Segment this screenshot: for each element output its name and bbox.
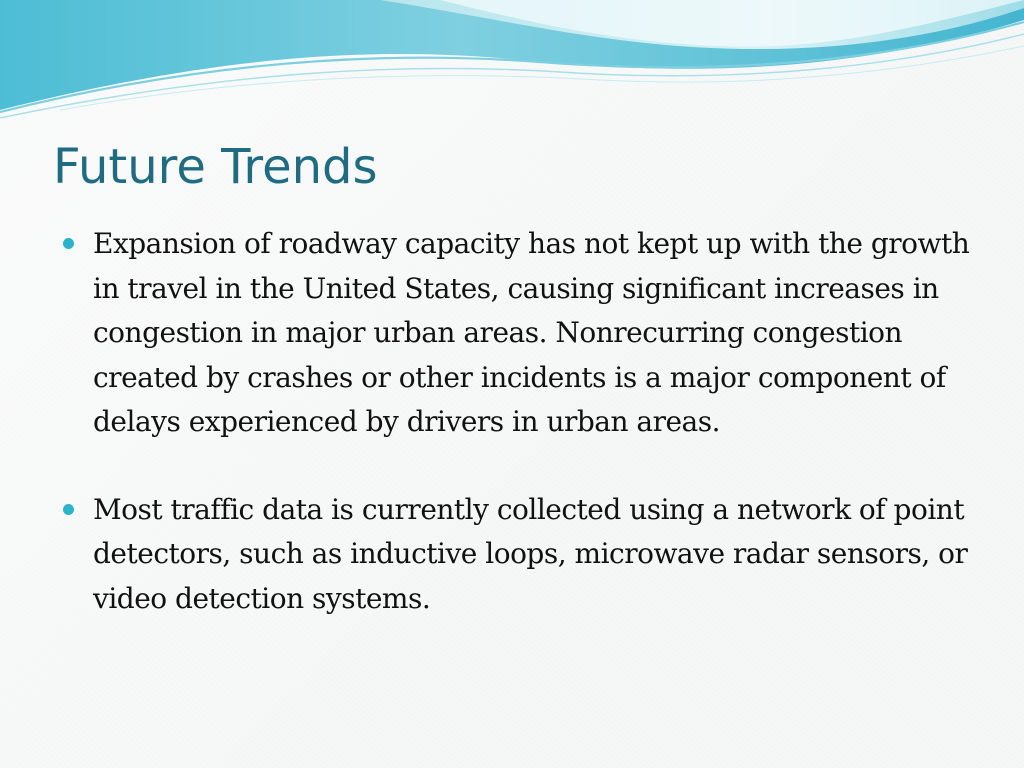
bullet-list [62,222,972,621]
header-wave-decoration [0,0,1024,130]
bullet-item [62,222,972,445]
bullet-dot-icon [63,504,74,515]
bullet-dot-icon [63,238,74,249]
bullet-text: Expansion of roadway capacity has not kept up with the growth in travel in the United States, causing significant increases in congestion in major urban areas. Nonrecurring congestion created by crashes or other incidents is a major component of delays experienced by drivers in urban areas. [93,227,970,438]
bullet-text: Most traffic data is currently collected using a network of point detectors, such as inductive loops, microwave radar sensors, or video detection systems. [93,492,968,615]
slide-title: Future Trends [53,139,378,195]
bullet-item [62,488,972,622]
